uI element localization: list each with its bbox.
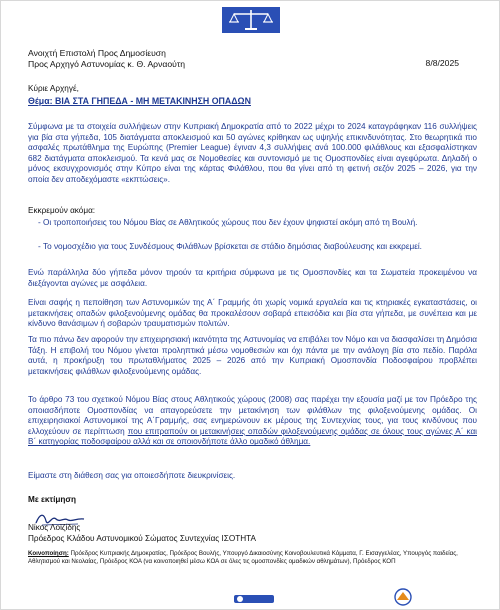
paragraph-article-73 [28,395,477,448]
scales-of-justice-logo [222,7,280,33]
addressee-line-1: Ανοιχτή Επιστολή Προς Δημοσίευση [28,48,166,58]
subject-line: Θέμα: ΒΙΑ ΣΤΑ ΓΗΠΕΔΑ - ΜΗ ΜΕΤΑΚΙΝΗΣΗ ΟΠΑΔΩΝ [28,96,251,106]
regards: Με εκτίμηση [28,495,76,504]
article-73-underlined: που επιτραπούν οι μετακινήσεις οπαδών φιλοξενούμενης ομάδας σε όλους τους αγώνες Α΄ και Β΄ κατηγορίας ποδοσφαίρου αλλά και σε οποιονδήποτε άλλο ομαδικό άθλημα. [28,426,477,447]
footer-logo-left [234,593,274,605]
footer-logo-right [383,588,423,606]
bullet-marker: - [38,242,44,251]
notification-list [28,550,477,565]
paragraph-law-enforcement: Τα πιο πάνω δεν αφορούν την επιχειρησιακή ικανότητα της Αστυνομίας να επιβάλει τον Νόμο και να διασφαλίσει τη Δημόσια Τάξη. Η επιβολή του Νόμου γίνεται προληπτικά μέσω νομοθεσιών και όχι πάντα με την ανάλογη βία στο πεδίο. Παρόλα αυτά, η προκήρυξη του πρωταθλήματος 2025 – 2026 από την Κυπριακή Ομοσπονδία Ποδοσφαίρου προβλέπει μετακινήσεις φιλάθλων φιλοξενούμενης ομάδας. [28,335,477,376]
bullet-text-1: Οι τροποποιήσεις του Νόμου Βίας σε Αθλητικούς χώρους που δεν έχουν ψηφιστεί ακόμη από τη Βουλή. [43,218,418,227]
bullet-item-2 [28,242,477,253]
salutation: Κύριε Αρχηγέ, [28,84,79,93]
paragraph-stadiums: Ενώ παράλληλα δύο γήπεδα μόνον τηρούν τα κριτήρια σύμφωνα με τις Ομοσπονδίες και τα Σωματεία προκειμένου να διεξάγονται αγώνες με ασφάλεια. [28,268,477,288]
bullet-text-2: Το νομοσχέδιο για τους Συνδέσμους Φιλάθλων βρίσκεται σε στάδιο δημόσιας διαβούλευσης και εκκρεμεί. [43,242,422,251]
paragraph-statistics: Σύμφωνα με τα στοιχεία συλλήψεων στην Κυπριακή Δημοκρατία από το 2022 μέχρι το 2024 καταγράφηκαν 116 συλλήψεις για βία στα γήπεδα, 105 διατάγματα αποκλεισμού και 50 αγώνες κρίθηκαν ως υψηλής επικινδυνότητας. Στο θεωρητικά πιο ασφαλές πρωτάθλημα της Ευρώπης (Premier League) έγιναν 4,3 συλλήψεις ανά 100.000 φιλάθλους και εξασφαλίστηκαν 682 διατάγματα αποκλεισμού. Τα κενά μας σε Νομοθεσίες και συντονισμό με τις Ομοσπονδίες είναι αγεφύρωτα. Δηλαδή ο μόνος εκσυγχρονισμός στην Κύπρο είναι της κάρτας Φιλάθλου, που θα γίνει από τη φετινή σεζόν 2025 – 2026, για την οποία δεν αποδεχόμαστε «εκπτώσεις». [28,122,477,184]
bullet-marker: - [38,218,44,227]
pending-title: Εκκρεμούν ακόμα: [28,206,96,215]
signer-name: Νίκος Λοϊζίδης [28,523,81,532]
notification-label: Κοινοποίηση: [28,550,69,557]
letter-date: 8/8/2025 [425,58,459,68]
closing-line: Είμαστε στη διάθεση σας για οποιεσδήποτε διευκρινίσεις. [28,471,236,480]
paragraph-police-belief: Είναι σαφής η πεποίθηση των Αστυνομικών της Α΄ Γραμμής ότι χωρίς νομικά εργαλεία και τις κτηριακές εγκαταστάσεις, οι μετακινήσεις οπαδών φιλοξενούμενης ομάδας θα προκαλέσουν σοβαρά επεισόδια και βία στα γήπεδα, με συνέπεια και με κίνδυνο θανάσιμων ή σοβαρών τραυματισμών πολιτών. [28,298,477,329]
signer-title: Πρόεδρος Κλάδου Αστυνομικού Σώματος Συντεχνίας ΙΣΟΤΗΤΑ [28,534,256,543]
bullet-item-1 [28,218,477,229]
addressee-line-2: Προς Αρχηγό Αστυνομίας κ. Θ. Αρναούτη [28,59,185,69]
article-73-text: Το άρθρο 73 του σχετικού Νόμου Βίας στους Αθλητικούς χώρους (2008) σας παρέχει την εξουσία μαζί με τον Πρόεδρο της οποιασδήποτε Ομοσπονδίας να απαγορεύσετε την μετακίνηση των φιλάθλων της φιλοξενούμενης ομάδας. Οι επιχειρησιακοί Αστυνομικοί της Α΄Γραμμής, σας ενημερώνουν εκ μέρους της Συντεχνίας τους, για τους κινδύνους που ελλοχεύουν σε περίπτωση [28,395,477,436]
notification-text: Πρόεδρος Κυπριακής Δημοκρατίας, Πρόεδρος Βουλής, Υπουργό Δικαιοσύνης Κοινοβουλευτικά Κόμματα, Γ. Εισαγγελέας, Υπουργός παιδείας, Αθλητισμού και Νεολαίας, Πρόεδρος ΚΟΑ (να κοινοποιηθεί μέσω ΚΟΑ σε όλες τις ομοσπονδίες ομαδικών αθλημάτων), Πρόεδρος ΚΟΠ [28,550,458,565]
